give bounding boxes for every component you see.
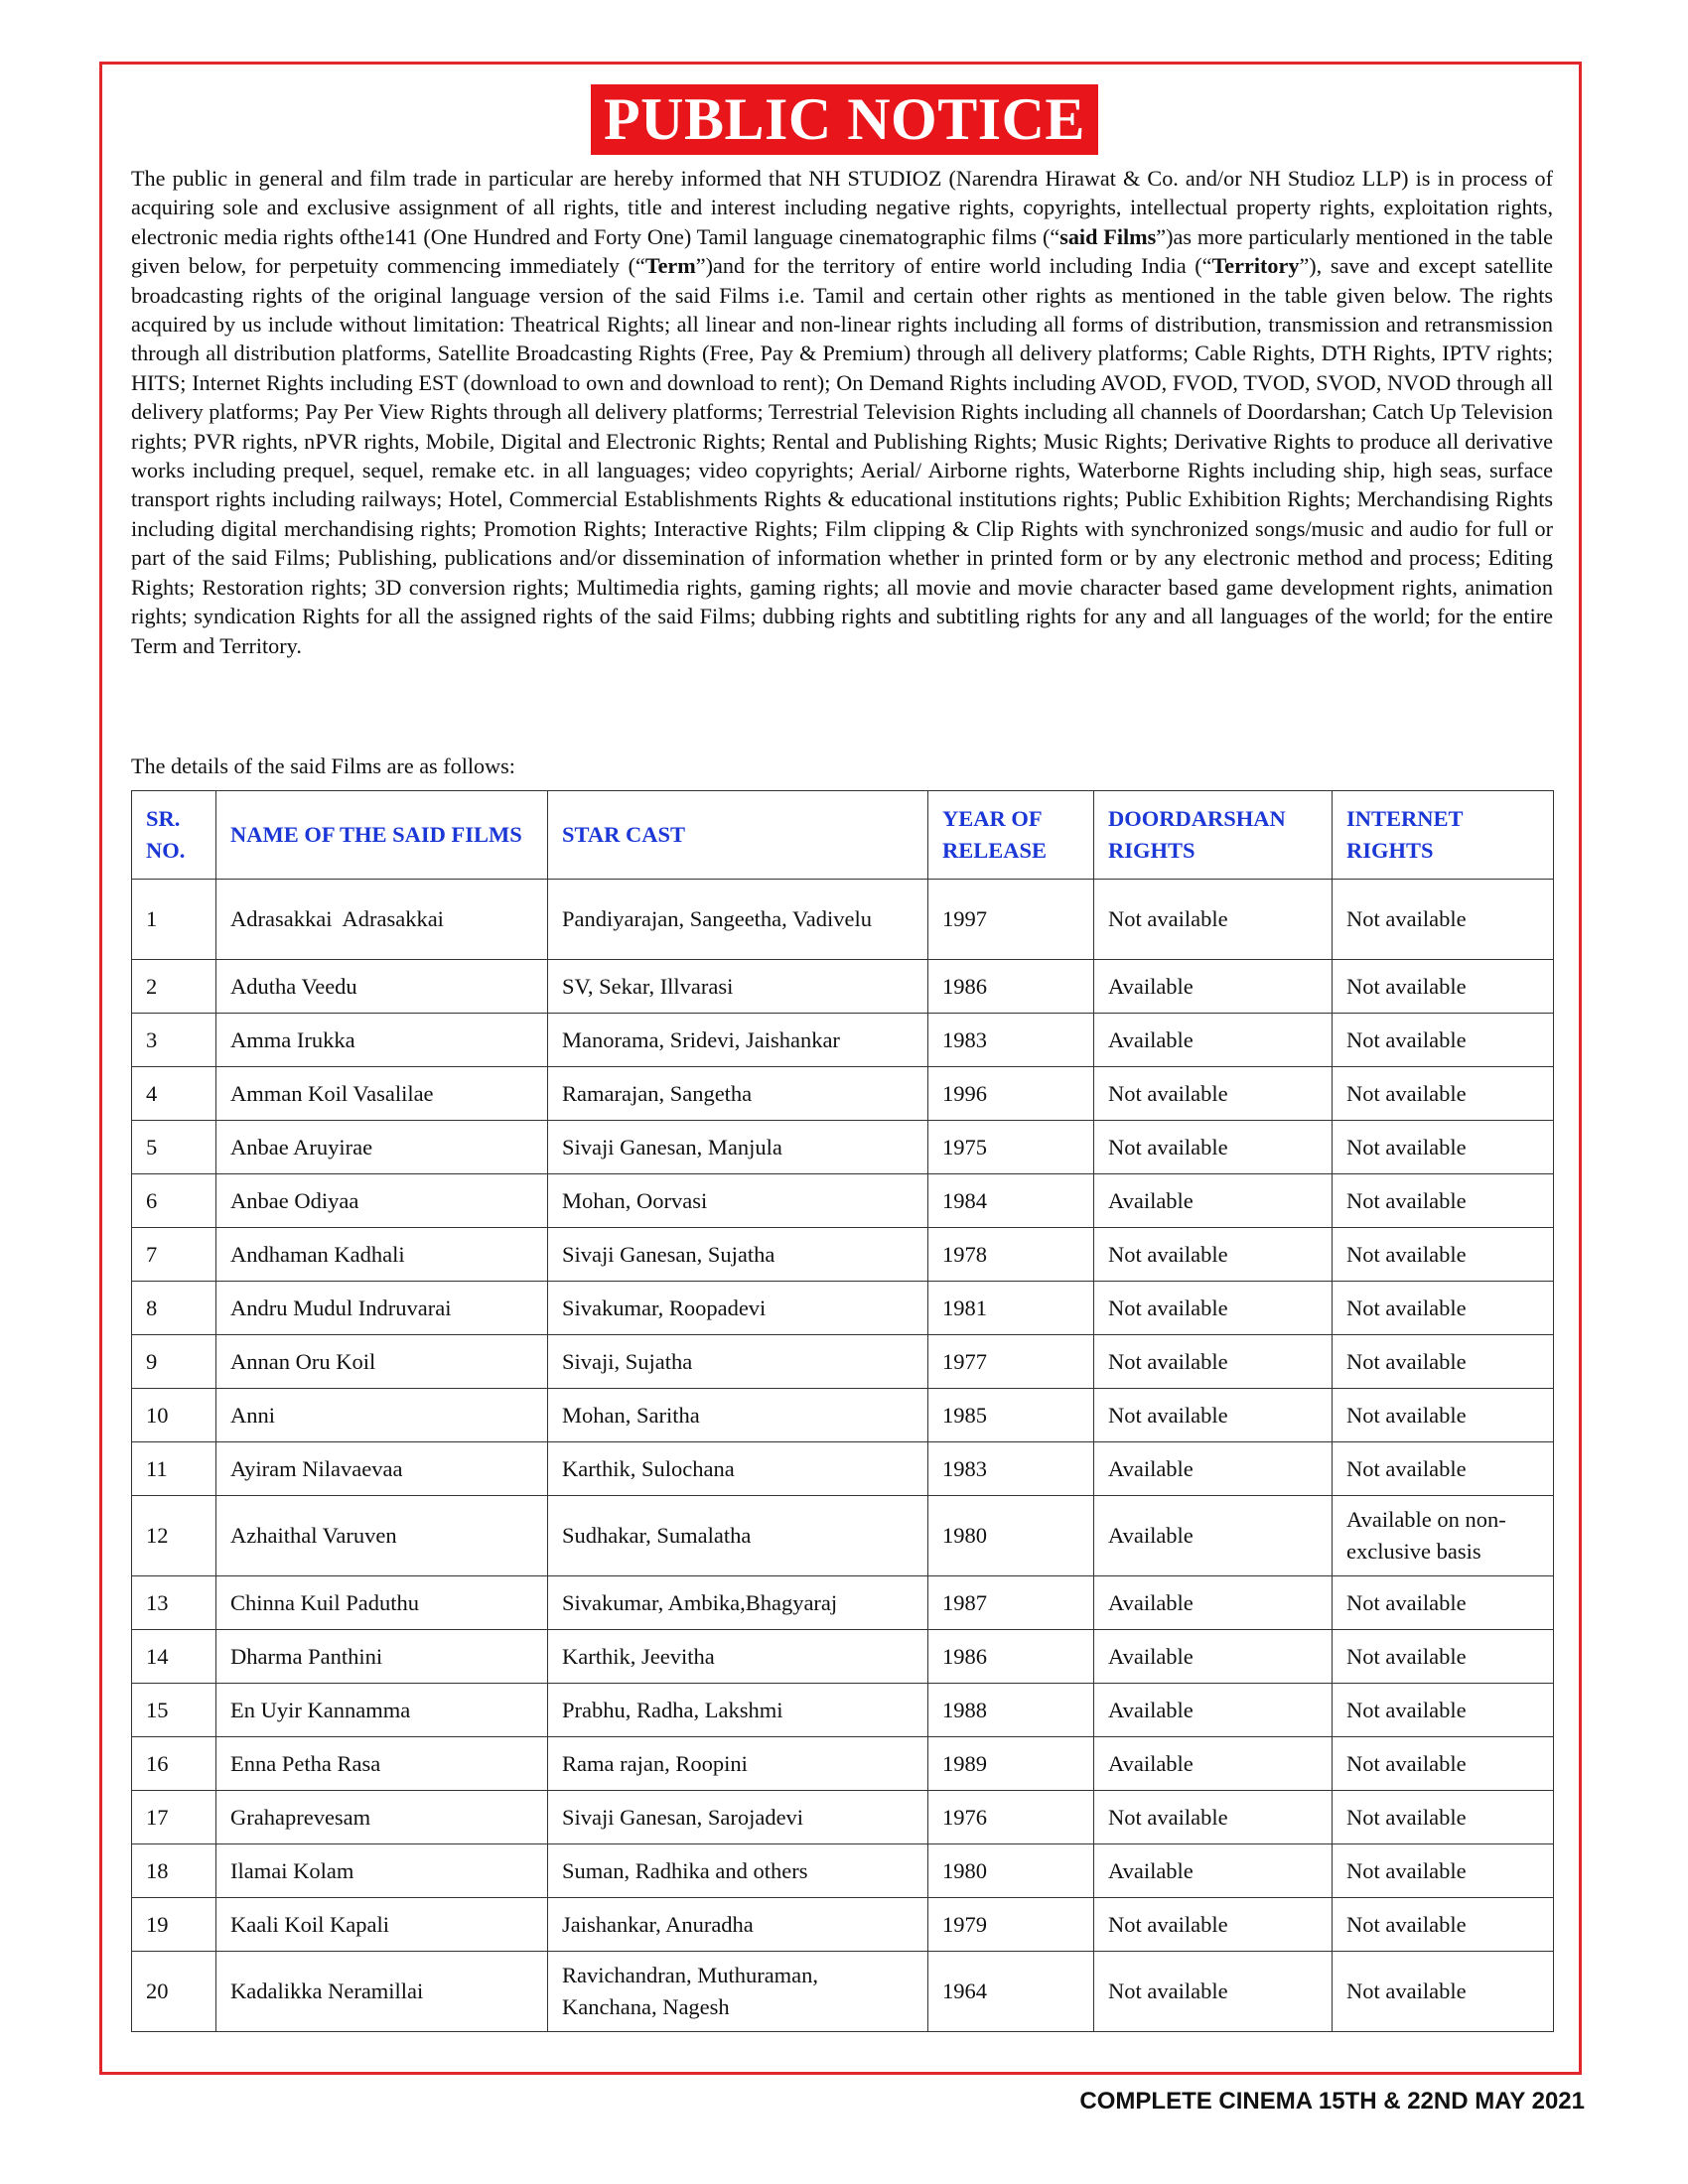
table-row [132,1442,1554,1496]
cell-internet: Not available [1333,960,1554,1014]
cell-sr: 2 [132,960,216,1014]
cell-year: 1976 [928,1791,1094,1844]
cell-doordarshan: Available [1094,1496,1333,1576]
notice-title: PUBLIC NOTICE [591,84,1098,155]
table-row [132,1898,1554,1952]
table-row [132,880,1554,960]
cell-star-cast: Sudhakar, Sumalatha [548,1496,928,1576]
cell-sr: 18 [132,1844,216,1898]
paragraph-part-1: The public in general and film trade in particular are hereby informed that NH STUDIOZ (Narendra Hirawat & Co. and/or NH Studioz LLP) is in process of acquiring sole and exclusive assignment of all rights, title and interest including negative rights, copyrights, intellectual property rights, exploitation rights, electronic media rights ofthe141 (One Hundred and Forty One) Tamil language cinematographic films (“ [131,166,1553,249]
table-row [132,1576,1554,1630]
cell-year: 1986 [928,1630,1094,1684]
cell-doordarshan: Available [1094,1014,1333,1067]
cell-film-name: Anbae Odiyaa [216,1174,548,1228]
cell-doordarshan: Available [1094,1174,1333,1228]
cell-doordarshan: Not available [1094,1791,1333,1844]
table-row [132,1174,1554,1228]
cell-year: 1977 [928,1335,1094,1389]
cell-star-cast: Manorama, Sridevi, Jaishankar [548,1014,928,1067]
cell-film-name: Kadalikka Neramillai [216,1952,548,2032]
cell-star-cast: Pandiyarajan, Sangeetha, Vadivelu [548,880,928,960]
cell-internet: Not available [1333,1684,1554,1737]
cell-star-cast: Sivakumar, Ambika,Bhagyaraj [548,1576,928,1630]
cell-film-name: Andhaman Kadhali [216,1228,548,1282]
cell-doordarshan: Not available [1094,1121,1333,1174]
notice-paragraph [131,164,1553,660]
cell-film-name: Amman Koil Vasalilae [216,1067,548,1121]
cell-star-cast: Sivaji Ganesan, Sarojadevi [548,1791,928,1844]
cell-year: 1985 [928,1389,1094,1442]
table-row [132,1228,1554,1282]
cell-sr: 17 [132,1791,216,1844]
table-header-row [132,791,1554,880]
cell-internet: Not available [1333,1952,1554,2032]
cell-year: 1996 [928,1067,1094,1121]
cell-year: 1984 [928,1174,1094,1228]
cell-sr: 15 [132,1684,216,1737]
cell-internet: Not available [1333,1228,1554,1282]
cell-sr: 13 [132,1576,216,1630]
cell-film-name: Chinna Kuil Paduthu [216,1576,548,1630]
cell-internet: Not available [1333,1898,1554,1952]
cell-star-cast: SV, Sekar, Illvarasi [548,960,928,1014]
cell-internet: Not available [1333,1791,1554,1844]
cell-sr: 10 [132,1389,216,1442]
cell-film-name: Adutha Veedu [216,960,548,1014]
cell-doordarshan: Available [1094,1684,1333,1737]
header-internet: INTERNET RIGHTS [1333,791,1554,880]
paragraph-part-2: ”)as more particularly mentioned in the table given below, for perpetuity commencing immediately (“ [131,223,1553,279]
cell-year: 1981 [928,1282,1094,1335]
cell-internet: Not available [1333,880,1554,960]
cell-star-cast: Jaishankar, Anuradha [548,1898,928,1952]
cell-sr: 4 [132,1067,216,1121]
details-intro: The details of the said Films are as follows: [131,753,515,778]
cell-doordarshan: Available [1094,1442,1333,1496]
cell-star-cast: Sivaji, Sujatha [548,1335,928,1389]
cell-sr: 20 [132,1952,216,2032]
cell-star-cast: Sivaji Ganesan, Manjula [548,1121,928,1174]
cell-internet: Not available [1333,1442,1554,1496]
cell-film-name: Enna Petha Rasa [216,1737,548,1791]
cell-internet: Not available [1333,1014,1554,1067]
cell-year: 1983 [928,1014,1094,1067]
table-row [132,1630,1554,1684]
cell-year: 1975 [928,1121,1094,1174]
cell-film-name: Andru Mudul Indruvarai [216,1282,548,1335]
paragraph-part-4: ”), save and except satellite broadcasting rights of the original language version of the said Films i.e. Tamil and certain other rights as mentioned in the table given below. The rights acquired by us include without limitation: Theatrical Rights; all linear and non-linear rights including all forms of distribution, transmission and retransmission through all distribution platforms, Satellite Broadcasting Rights (Free, Pay & Premium) through all delivery platforms; Cable Rights, DTH Rights, IPTV rights; HITS; Internet Rights including EST (download to own and download to rent); On Demand Rights including AVOD, FVOD, TVOD, SVOD, NVOD through all delivery platforms; Pay Per View Rights through all delivery platforms; Terrestrial Television Rights including all channels of Doordarshan; Catch Up Television rights; PVR rights, nPVR rights, Mobile, Digital and Electronic Rights; Rental and Publishing Rights; Music Rights; Derivative Rights to produce all derivative works including prequel, sequel, remake etc. in all languages; video copyrights; Aerial/ Airborne rights, Waterborne Rights including ship, high seas, surface transport rights including railways; Hotel, Commercial Establishments Rights & educational institutions rights; Public Exhibition Rights; Merchandising Rights including digital merchandising rights; Promotion Rights; Interactive Rights; Film clipping & Clip Rights with synchronized songs/music and audio for full or part of the said Films; Publishing, publications and/or dissemination of information whether in printed form or by any electronic method and process; Editing Rights; Restoration rights; 3D conversion rights; Multimedia rights, gaming rights; all movie and movie character based game development rights, animation rights; syndication Rights for all the assigned rights of the said Films; dubbing rights and subtitling rights for any and all languages of the world; for the entire Term and Territory. [131,253,1553,658]
publication-footer: COMPLETE CINEMA 15TH & 22ND MAY 2021 [1079,2088,1585,2115]
cell-sr: 11 [132,1442,216,1496]
table-row [132,1389,1554,1442]
cell-film-name: Amma Irukka [216,1014,548,1067]
table-row [132,1684,1554,1737]
cell-doordarshan: Not available [1094,1389,1333,1442]
cell-sr: 9 [132,1335,216,1389]
cell-internet: Not available [1333,1844,1554,1898]
cell-sr: 1 [132,880,216,960]
table-row [132,1496,1554,1576]
cell-doordarshan: Available [1094,1737,1333,1791]
cell-year: 1989 [928,1737,1094,1791]
cell-film-name: Anbae Aruyirae [216,1121,548,1174]
cell-doordarshan: Available [1094,1576,1333,1630]
cell-sr: 5 [132,1121,216,1174]
cell-star-cast: Ravichandran, Muthuraman, Kanchana, Nagesh [548,1952,928,2032]
cell-internet: Not available [1333,1335,1554,1389]
cell-doordarshan: Not available [1094,1952,1333,2032]
cell-year: 1983 [928,1442,1094,1496]
header-film-name: NAME OF THE SAID FILMS [216,791,548,880]
cell-star-cast: Karthik, Jeevitha [548,1630,928,1684]
term-term: Term [644,253,696,279]
cell-sr: 8 [132,1282,216,1335]
cell-doordarshan: Available [1094,1844,1333,1898]
cell-film-name: Ilamai Kolam [216,1844,548,1898]
cell-year: 1978 [928,1228,1094,1282]
table-row [132,1014,1554,1067]
cell-star-cast: Prabhu, Radha, Lakshmi [548,1684,928,1737]
cell-star-cast: Sivakumar, Roopadevi [548,1282,928,1335]
cell-internet: Not available [1333,1121,1554,1174]
cell-film-name: En Uyir Kannamma [216,1684,548,1737]
cell-internet: Not available [1333,1630,1554,1684]
cell-sr: 6 [132,1174,216,1228]
cell-internet: Not available [1333,1737,1554,1791]
cell-film-name: Annan Oru Koil [216,1335,548,1389]
cell-sr: 14 [132,1630,216,1684]
cell-film-name: Azhaithal Varuven [216,1496,548,1576]
cell-sr: 12 [132,1496,216,1576]
term-said-films: said Films [1059,223,1157,249]
cell-year: 1986 [928,960,1094,1014]
cell-doordarshan: Not available [1094,1228,1333,1282]
cell-internet: Not available [1333,1174,1554,1228]
cell-year: 1980 [928,1496,1094,1576]
header-star-cast: STAR CAST [548,791,928,880]
cell-year: 1987 [928,1576,1094,1630]
cell-sr: 19 [132,1898,216,1952]
cell-film-name: Anni [216,1389,548,1442]
table-row [132,1335,1554,1389]
cell-star-cast: Mohan, Oorvasi [548,1174,928,1228]
cell-internet: Available on non-exclusive basis [1333,1496,1554,1576]
cell-year: 1980 [928,1844,1094,1898]
cell-doordarshan: Not available [1094,1282,1333,1335]
table-row [132,1067,1554,1121]
paragraph-part-3: ”)and for the territory of entire world including India (“ [695,253,1212,279]
cell-year: 1979 [928,1898,1094,1952]
cell-doordarshan: Available [1094,1630,1333,1684]
films-table [131,790,1554,2032]
cell-star-cast: Ramarajan, Sangetha [548,1067,928,1121]
cell-sr: 16 [132,1737,216,1791]
cell-film-name: Dharma Panthini [216,1630,548,1684]
cell-sr: 3 [132,1014,216,1067]
cell-star-cast: Karthik, Sulochana [548,1442,928,1496]
cell-doordarshan: Not available [1094,1898,1333,1952]
term-territory: Territory [1211,253,1300,279]
header-doordarshan: DOORDARSHAN RIGHTS [1094,791,1333,880]
cell-film-name: Ayiram Nilavaevaa [216,1442,548,1496]
cell-doordarshan: Not available [1094,880,1333,960]
cell-year: 1964 [928,1952,1094,2032]
header-sr-no: SR. NO. [132,791,216,880]
cell-doordarshan: Not available [1094,1335,1333,1389]
cell-sr: 7 [132,1228,216,1282]
cell-doordarshan: Not available [1094,1067,1333,1121]
cell-film-name: Adrasakkai Adrasakkai [216,880,548,960]
header-year: YEAR OF RELEASE [928,791,1094,880]
table-row [132,1844,1554,1898]
cell-doordarshan: Available [1094,960,1333,1014]
table-row [132,1791,1554,1844]
table-row [132,1121,1554,1174]
cell-year: 1997 [928,880,1094,960]
cell-internet: Not available [1333,1282,1554,1335]
cell-internet: Not available [1333,1389,1554,1442]
cell-year: 1988 [928,1684,1094,1737]
cell-internet: Not available [1333,1067,1554,1121]
table-row [132,1282,1554,1335]
table-row [132,960,1554,1014]
cell-film-name: Grahaprevesam [216,1791,548,1844]
table-row [132,1737,1554,1791]
table-row [132,1952,1554,2032]
cell-star-cast: Suman, Radhika and others [548,1844,928,1898]
cell-star-cast: Mohan, Saritha [548,1389,928,1442]
cell-film-name: Kaali Koil Kapali [216,1898,548,1952]
cell-star-cast: Rama rajan, Roopini [548,1737,928,1791]
cell-star-cast: Sivaji Ganesan, Sujatha [548,1228,928,1282]
cell-internet: Not available [1333,1576,1554,1630]
